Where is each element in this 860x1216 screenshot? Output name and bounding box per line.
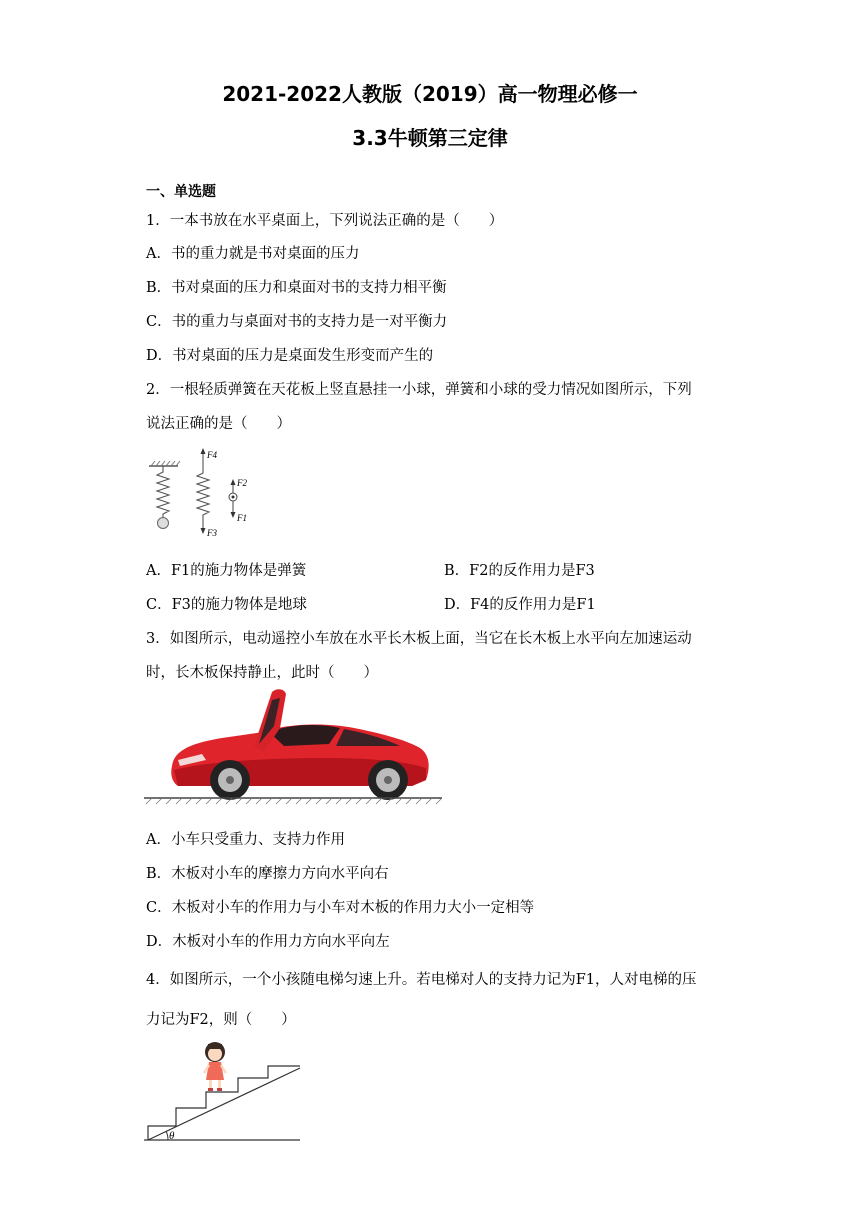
label-f2: F2 [237, 478, 247, 488]
question-3-stem-line1: 3．如图所示，电动遥控小车放在水平长木板上面，当它在长木板上水平向左加速运动 [146, 631, 692, 647]
label-f1: F1 [237, 513, 247, 523]
question-3-option-d: D．木板对小车的作用力方向水平向左 [146, 934, 390, 950]
question-2-stem-line1: 2．一根轻质弹簧在天花板上竖直悬挂一小球，弹簧和小球的受力情况如图所示，下列 [146, 382, 692, 398]
question-1-option-d: D．书对桌面的压力是桌面发生形变而产生的 [146, 348, 434, 364]
question-1-stem: 1．一本书放在水平桌面上，下列说法正确的是（ ） [146, 213, 504, 229]
question-1-option-a: A．书的重力就是书对桌面的压力 [146, 246, 360, 262]
section-heading: 一、单选题 [146, 184, 216, 200]
page-title: 2021-2022人教版（2019）高一物理必修一 [222, 82, 638, 106]
angle-theta-label: θ [169, 1130, 175, 1142]
question-2-stem-line2: 说法正确的是（ ） [146, 416, 291, 432]
spring-force-figure [146, 446, 256, 538]
question-4-stem-line2: 力记为F2，则（ ） [146, 1012, 296, 1028]
question-2-option-a: A．F1的施力物体是弹簧 [146, 563, 307, 579]
label-f3: F3 [207, 528, 217, 538]
page-subtitle: 3.3牛顿第三定律 [352, 126, 508, 150]
question-3-stem-line2: 时，长木板保持静止，此时（ ） [146, 665, 378, 681]
question-1-option-b: B．书对桌面的压力和桌面对书的支持力相平衡 [146, 280, 447, 296]
label-f4: F4 [207, 450, 217, 460]
question-1-option-c: C．书的重力与桌面对书的支持力是一对平衡力 [146, 314, 448, 330]
escalator-figure [144, 1036, 304, 1144]
question-3-option-c: C．木板对小车的作用力与小车对木板的作用力大小一定相等 [146, 900, 535, 916]
question-2-option-d: D．F4的反作用力是F1 [444, 597, 596, 613]
question-3-option-a: A．小车只受重力、支持力作用 [146, 832, 345, 848]
question-2-option-c: C．F3的施力物体是地球 [146, 597, 307, 613]
question-3-option-b: B．木板对小车的摩擦力方向水平向右 [146, 866, 389, 882]
rc-car-figure [144, 688, 444, 806]
question-4-stem-line1: 4．如图所示，一个小孩随电梯匀速上升。若电梯对人的支持力记为F1，人对电梯的压 [146, 972, 697, 988]
question-2-option-b: B．F2的反作用力是F3 [444, 563, 595, 579]
girl-figure [204, 1042, 226, 1091]
